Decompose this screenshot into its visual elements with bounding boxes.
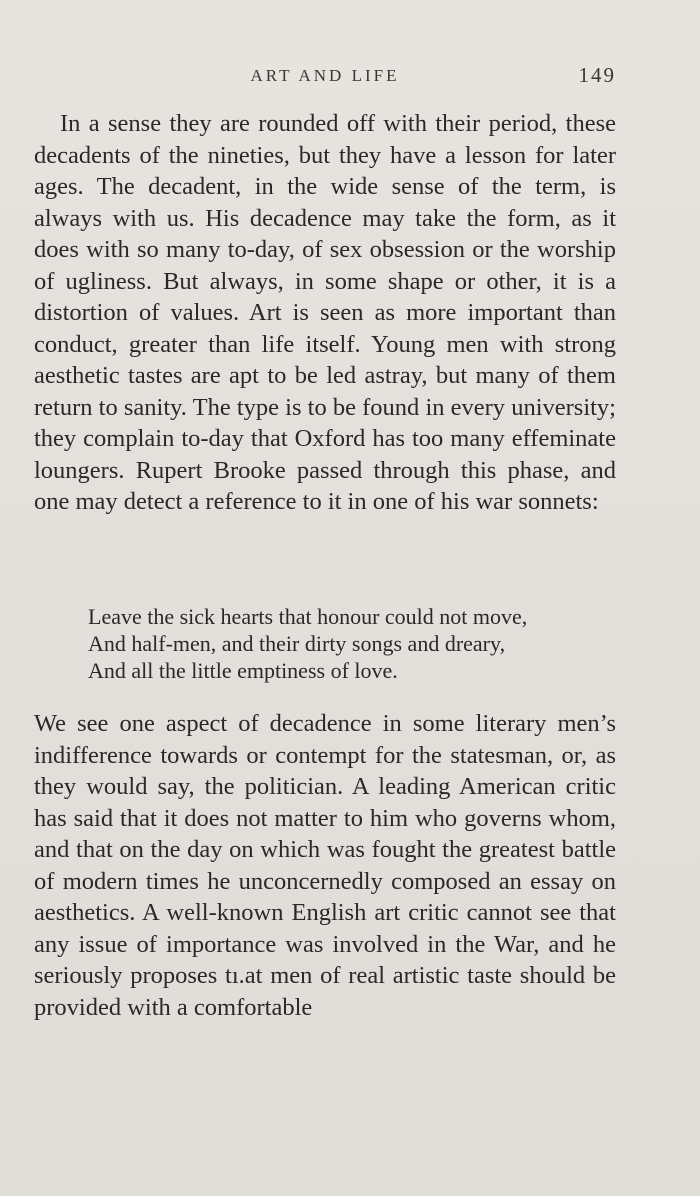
running-head <box>34 63 616 92</box>
paragraph-literary-men: We see one aspect of decadence in some literary men’s indifference towards or contempt for the statesman, or, as they would say, the politician. A leading American critic has said that it does not matter to him who governs whom, and that on the day on which was fought the greatest battle of modern times he unconcernedly composed an essay on aesthetics. A well-known English art critic cannot see that any issue of importance was involved in the War, and he seriously proposes tı.at men of real artistic taste should be provided with a comfortable <box>34 710 616 1021</box>
paragraph-decadents: In a sense they are rounded off with their period, these decadents of the nineties, but they have a lesson for later ages. The decadent, in the wide sense of the term, is always with us. His decadence may take the form, as it does with so many to-day, of sex obsession or the worship of ugliness. But always, in some shape or other, it is a distortion of values. Art is seen as more important than conduct, greater than life itself. Young men with strong aesthetic tastes are apt to be led astray, but many of them return to sanity. The type is to be found in every university; they complain to-day that Oxford has too many effeminate loungers. Rupert Brooke passed through this phase, and one may detect a reference to it in one of his war sonnets: <box>34 110 616 515</box>
verse-line: Leave the sick hearts that honour could not move, <box>88 604 528 629</box>
verse-line: And all the little emptiness of love. <box>88 658 398 683</box>
page-number: 149 <box>578 63 616 87</box>
verse-quotation <box>88 603 616 684</box>
verse-line: And half-men, and their dirty songs and dreary, <box>88 631 506 656</box>
running-title: ART AND LIFE <box>250 66 400 85</box>
